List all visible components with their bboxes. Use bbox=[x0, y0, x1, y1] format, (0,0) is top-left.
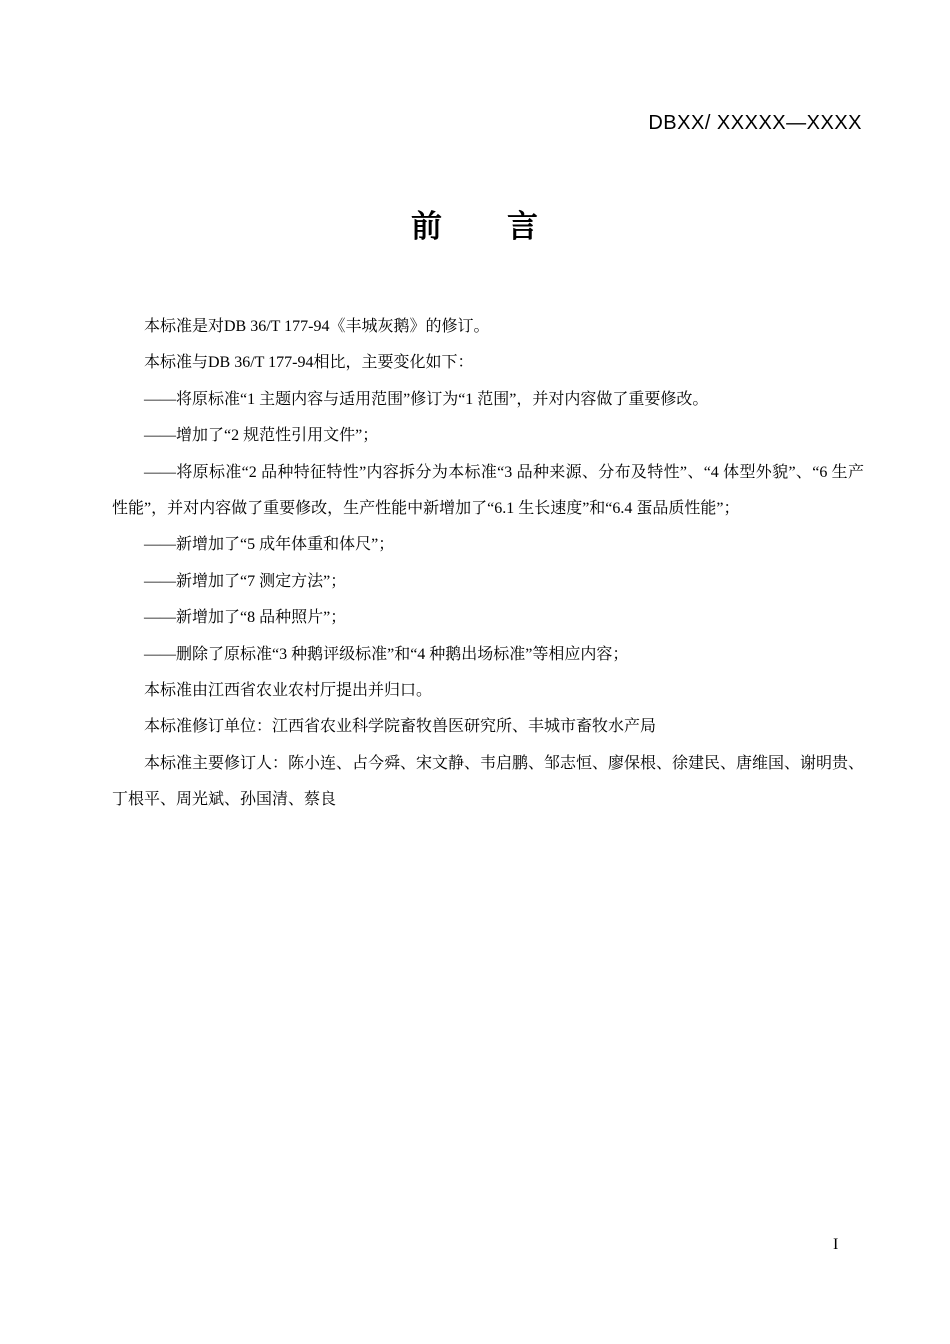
paragraph-proposing-body: 本标准由江西省农业农村厅提出并归口。 bbox=[144, 682, 433, 700]
page-title: 前 言 bbox=[411, 209, 539, 244]
standard-number-header: DBXX/ XXXXX—XXXX bbox=[648, 112, 862, 134]
paragraph-change-item: ——将原标准“1 主题内容与适用范围”修订为“1 范围”，并对内容做了重要修改。 bbox=[144, 390, 709, 408]
paragraph-change-item: ——删除了原标准“3 种鹅评级标准”和“4 种鹅出场标准”等相应内容； bbox=[144, 645, 629, 663]
paragraph-revision-note: 本标准是对DB 36/T 177-94《丰城灰鹅》的修订。 bbox=[144, 318, 490, 335]
paragraph-changes-intro: 本标准与DB 36/T 177-94相比，主要变化如下： bbox=[144, 354, 474, 372]
paragraph-revising-units: 本标准修订单位：江西省农业科学院畜牧兽医研究所、丰城市畜牧水产局 bbox=[144, 718, 657, 736]
paragraph-change-item: ——新增加了“7 测定方法”； bbox=[144, 572, 347, 590]
paragraph-main-revisers: 本标准主要修订人：陈小连、占今舜、宋文静、韦启鹏、邹志恒、廖保根、徐建民、唐维国、谢明贵、丁根平、周光斌、孙国清、蔡良 bbox=[112, 754, 865, 809]
paragraph-change-item: ——新增加了“8 品种照片”； bbox=[144, 609, 347, 627]
foreword-body bbox=[112, 309, 864, 819]
page-number: I bbox=[833, 1236, 839, 1253]
paragraph-change-item: ——增加了“2 规范性引用文件”； bbox=[144, 427, 379, 445]
paragraph-change-item: ——将原标准“2 品种特征特性”内容拆分为本标准“3 品种来源、分布及特性”、“4 体型外貌”、“6 生产性能”，并对内容做了重要修改，生产性能中新增加了“6.1 生长速度”和“6.4 蛋品质性能”； bbox=[112, 463, 864, 518]
paragraph-change-item: ——新增加了“5 成年体重和体尺”； bbox=[144, 536, 395, 554]
